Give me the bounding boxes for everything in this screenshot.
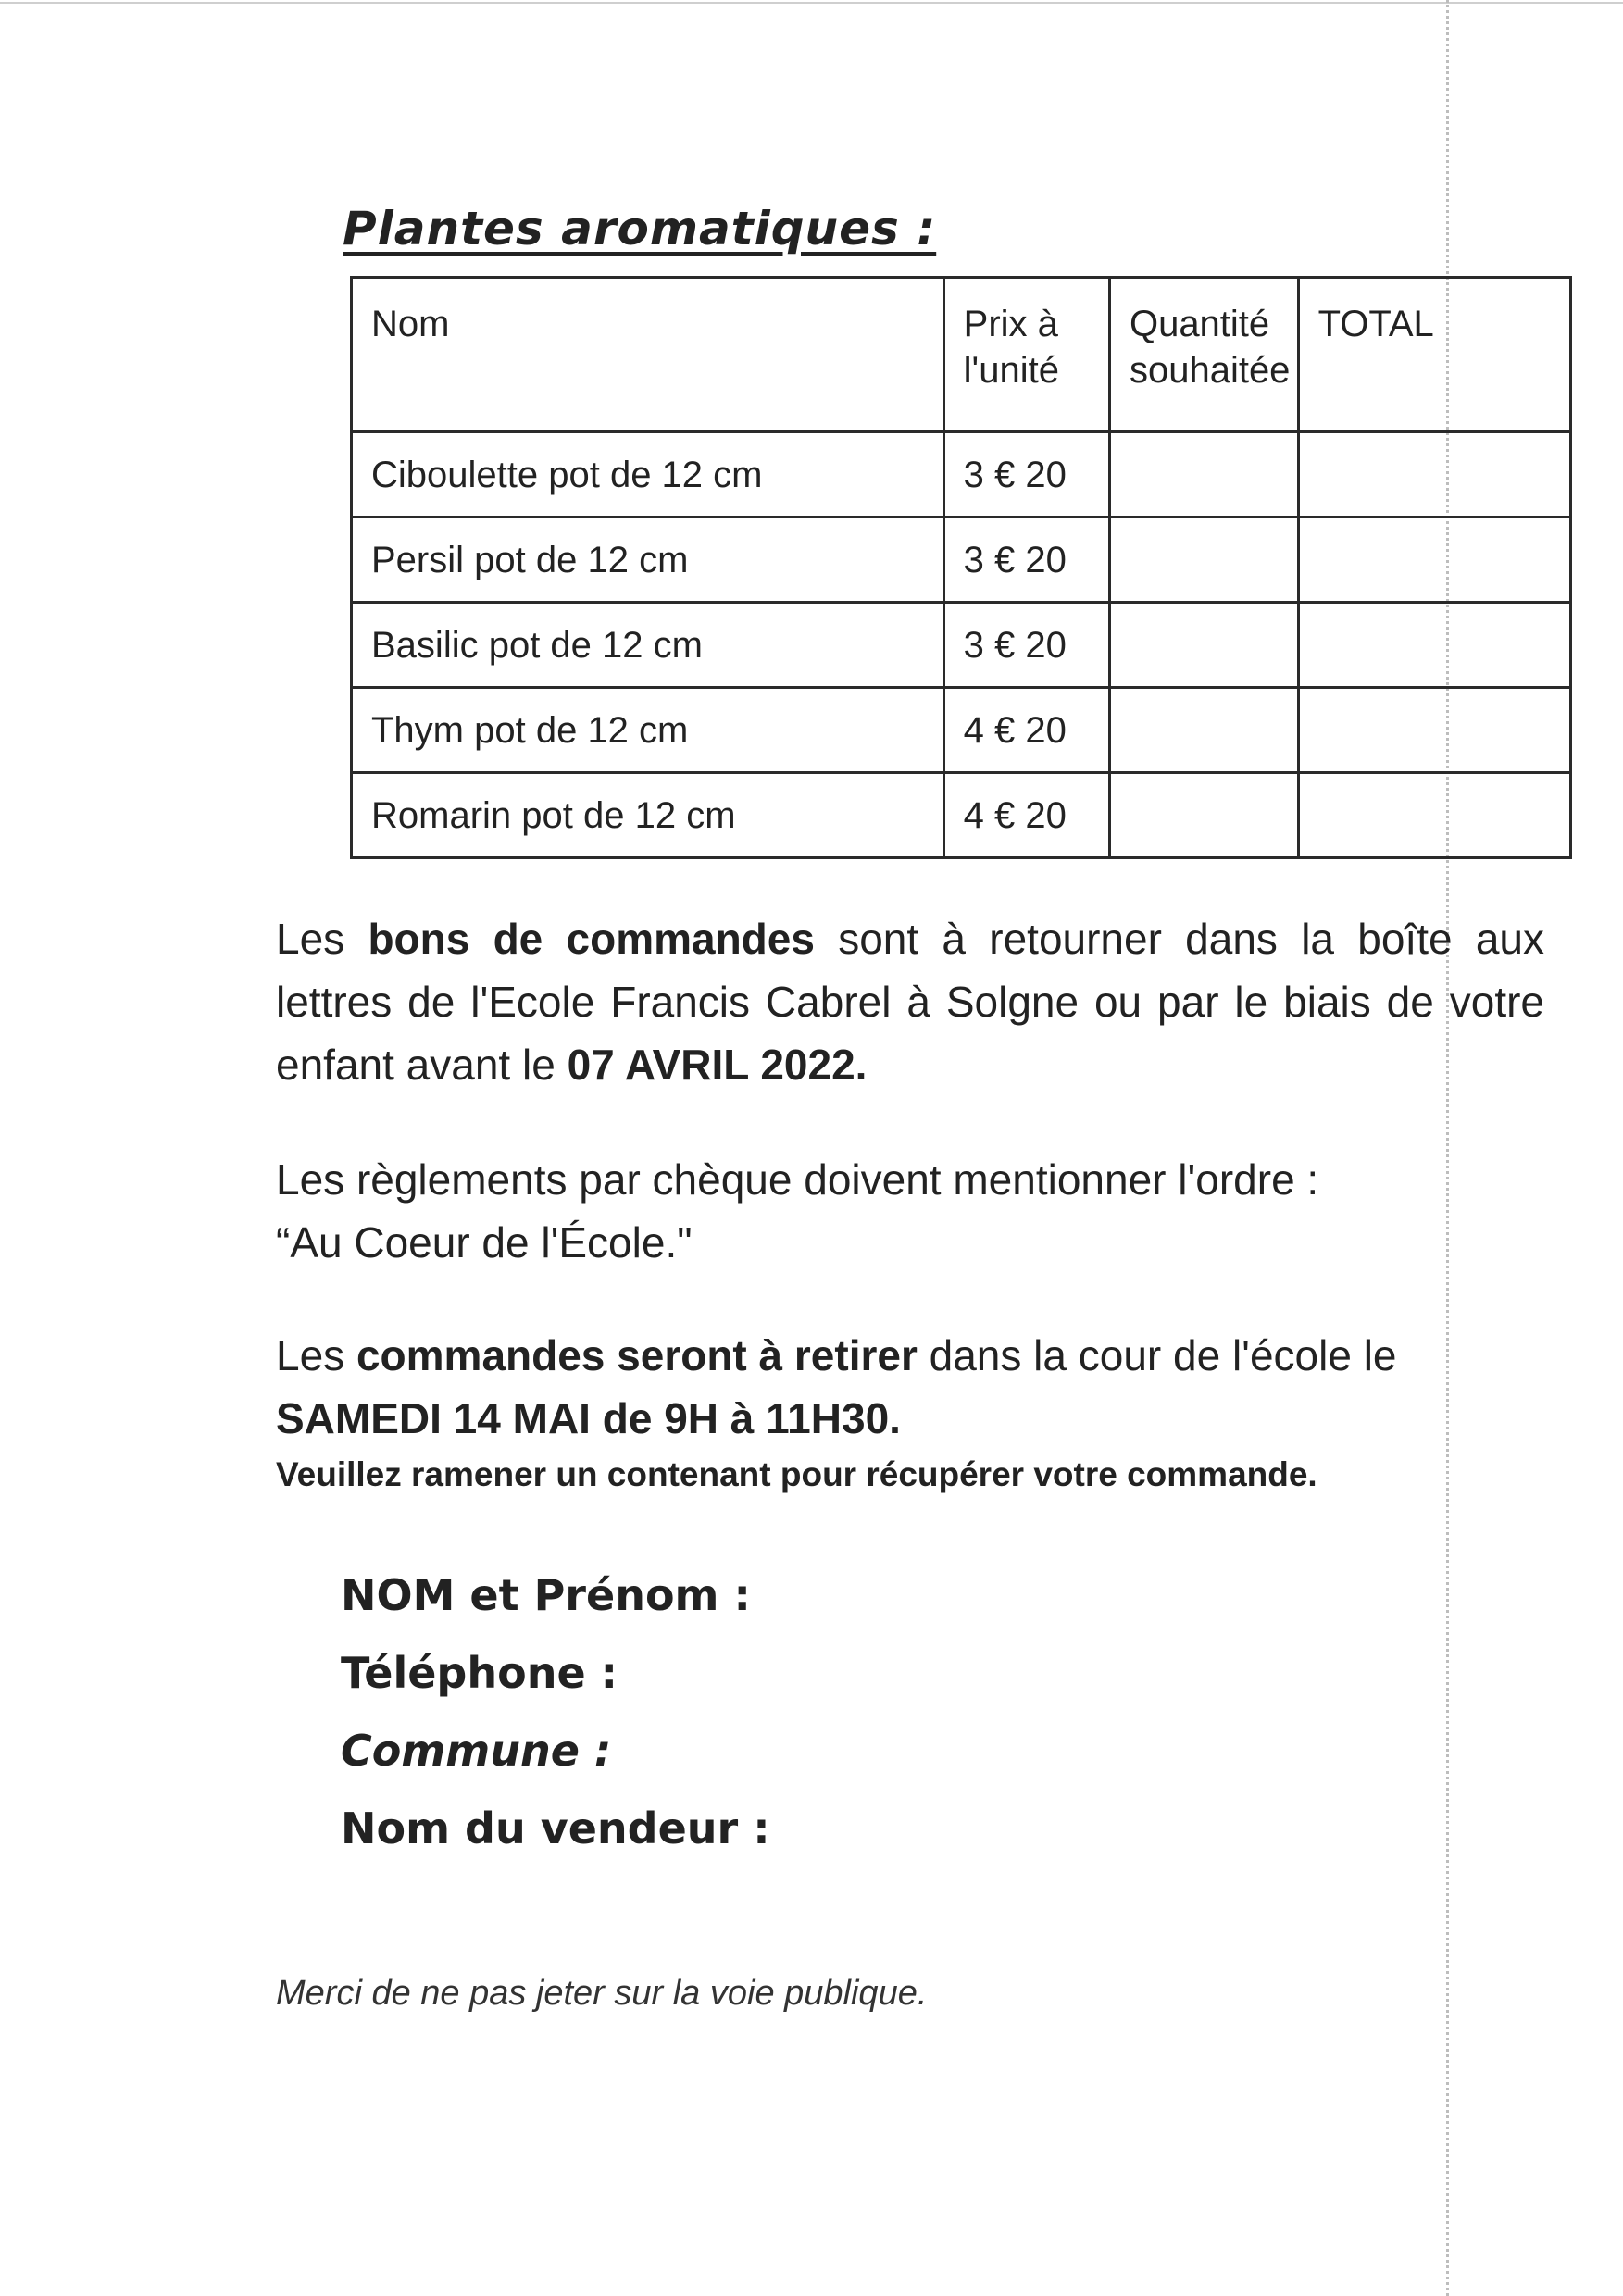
total-cell[interactable] <box>1298 432 1570 518</box>
scan-edge <box>0 2 1623 4</box>
table-row <box>352 773 1571 858</box>
product-table <box>350 276 1572 859</box>
quantity-cell[interactable] <box>1109 518 1298 603</box>
seller-field-label: Nom du vendeur : <box>341 1803 770 1853</box>
container-note: Veuillez ramener un contenant pour récupérer votre commande. <box>276 1455 1317 1493</box>
payment-info-paragraph: Les règlements par chèque doivent mentionner l'ordre : “Au Coeur de l'École." <box>276 1155 1319 1267</box>
header-quantity: Quantité souhaitée <box>1109 278 1298 432</box>
name-field-label: NOM et Prénom : <box>341 1570 751 1620</box>
town-field-label: Commune : <box>341 1726 612 1776</box>
table-row <box>352 518 1571 603</box>
table-row <box>352 688 1571 773</box>
total-cell[interactable] <box>1298 688 1570 773</box>
footer-note: Merci de ne pas jeter sur la voie publique. <box>276 1974 928 2013</box>
table-row <box>352 432 1571 518</box>
product-price: 3 € 20 <box>943 432 1109 518</box>
product-price: 3 € 20 <box>943 603 1109 688</box>
product-name: Basilic pot de 12 cm <box>352 603 944 688</box>
product-name: Persil pot de 12 cm <box>352 518 944 603</box>
header-price: Prix à l'unité <box>943 278 1109 432</box>
total-cell[interactable] <box>1298 773 1570 858</box>
quantity-cell[interactable] <box>1109 688 1298 773</box>
table-header-row <box>352 278 1571 432</box>
header-name: Nom <box>352 278 944 432</box>
product-price: 4 € 20 <box>943 688 1109 773</box>
product-name: Ciboulette pot de 12 cm <box>352 432 944 518</box>
total-cell[interactable] <box>1298 603 1570 688</box>
table-row <box>352 603 1571 688</box>
pickup-info-paragraph: Les commandes seront à retirer dans la cour de l'école le SAMEDI 14 MAI de 9H à 11H30. <box>276 1331 1397 1442</box>
product-price: 3 € 20 <box>943 518 1109 603</box>
product-name: Romarin pot de 12 cm <box>352 773 944 858</box>
quantity-cell[interactable] <box>1109 773 1298 858</box>
page-title: Plantes aromatiques : <box>343 202 937 256</box>
header-total: TOTAL <box>1298 278 1570 432</box>
product-name: Thym pot de 12 cm <box>352 688 944 773</box>
phone-field-label: Téléphone : <box>341 1648 618 1698</box>
quantity-cell[interactable] <box>1109 432 1298 518</box>
return-info-paragraph: Les bons de commandes sont à retourner dans la boîte aux lettres de l'Ecole Francis Cabrel à Solgne ou par le biais de votre enfant avant le 07 AVRIL 2022. <box>276 915 1544 1089</box>
product-price: 4 € 20 <box>943 773 1109 858</box>
quantity-cell[interactable] <box>1109 603 1298 688</box>
total-cell[interactable] <box>1298 518 1570 603</box>
